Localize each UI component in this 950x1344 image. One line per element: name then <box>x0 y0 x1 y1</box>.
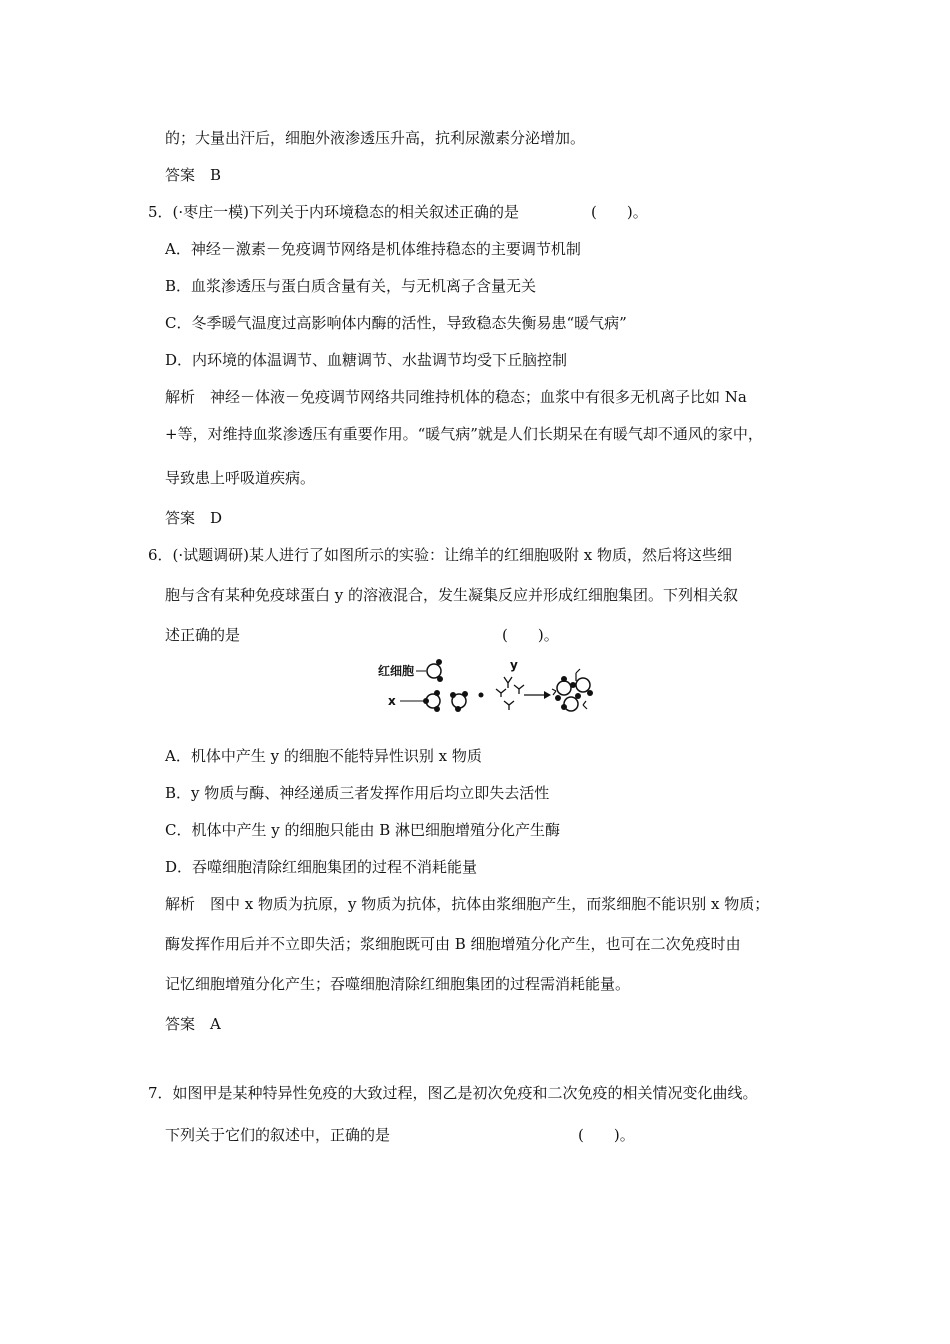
question-6-stem-line-2: 胞与含有某种免疫球蛋白 y 的溶液混合，发生凝集反应并形成红细胞集团。下列相关叙 <box>165 586 739 604</box>
label-y: y <box>510 658 518 672</box>
question-6-stem-line-1: 6．(·试题调研)某人进行了如图所示的实验：让绵羊的红细胞吸附 x 物质，然后将这些细 <box>148 546 733 564</box>
question-6-answer: 答案 A <box>165 1015 221 1033</box>
question-5-answer: 答案 D <box>165 509 223 527</box>
question-5-explanation-line-2: +等，对维持血浆渗透压有重要作用。“暖气病”就是人们长期呆在有暖气却不通风的家中， <box>165 425 763 443</box>
question-6-answer-bracket: ( )。 <box>502 626 559 644</box>
red-blood-cell-3 <box>450 691 468 712</box>
question-7-stem-line-2 <box>165 1125 635 1145</box>
question-7-answer-bracket: ( )。 <box>578 1126 635 1144</box>
question-5-text: 5．(·枣庄一模)下列关于内环境稳态的相关叙述正确的是 <box>148 203 520 221</box>
question-5-explanation-line-1: 解析 神经－体液－免疫调节网络共同维持机体的稳态；血浆中有很多无机离子比如 Na <box>165 388 747 406</box>
question-5-option-b: B．血浆渗透压与蛋白质含量有关，与无机离子含量无关 <box>165 277 537 295</box>
question-6-explanation-line-3: 记忆细胞增殖分化产生；吞噬细胞清除红细胞集团的过程需消耗能量。 <box>165 975 631 993</box>
question-6-option-b: B．y 物质与酶、神经递质三者发挥作用后均立即失去活性 <box>165 784 550 802</box>
label-x: x <box>388 694 396 708</box>
agglutination-figure <box>378 655 598 715</box>
question-6-explanation-line-2: 酶发挥作用后并不立即失活；浆细胞既可由 B 细胞增殖分化产生，也可在二次免疫时由 <box>165 935 741 953</box>
label-red-blood-cell: 红细胞 <box>378 664 415 678</box>
free-x-particle <box>479 693 484 698</box>
question-5-stem <box>148 202 648 222</box>
red-blood-cell-1 <box>427 659 443 682</box>
question-5-answer-bracket: ( )。 <box>591 203 648 221</box>
prev-explanation-tail: 的；大量出汗后，细胞外液渗透压升高，抗利尿激素分泌增加。 <box>165 129 586 147</box>
question-5-option-c: C．冬季暖气温度过高影响体内酶的活性，导致稳态失衡易患“暖气病” <box>165 314 627 332</box>
question-5-option-a: A．神经－激素－免疫调节网络是机体维持稳态的主要调节机制 <box>165 240 581 258</box>
question-6-option-a: A．机体中产生 y 的细胞不能特异性识别 x 物质 <box>165 747 482 765</box>
question-6-option-d: D．吞噬细胞清除红细胞集团的过程不消耗能量 <box>165 858 478 876</box>
agglutination-diagram <box>378 655 598 715</box>
red-blood-cell-cluster <box>552 669 593 711</box>
question-7-stem-text: 下列关于它们的叙述中，正确的是 <box>165 1126 391 1144</box>
question-6-stem-text: 述正确的是 <box>165 626 241 644</box>
question-5-option-d: D．内环境的体温调节、血糖调节、水盐调节均受下丘脑控制 <box>165 351 568 369</box>
question-6-stem-line-3 <box>165 625 559 645</box>
prev-answer: 答案 B <box>165 166 222 184</box>
question-5-explanation-line-3: 导致患上呼吸道疾病。 <box>165 469 316 487</box>
reaction-arrowhead <box>544 691 551 699</box>
question-6-explanation-line-1: 解析 图中 x 物质为抗原，y 物质为抗体，抗体由浆细胞产生，而浆细胞不能识别 x 物质； <box>165 895 770 913</box>
red-blood-cell-2 <box>423 690 440 712</box>
antibodies-y <box>496 677 524 710</box>
question-7-stem-line-1: 7．如图甲是某种特异性免疫的大致过程，图乙是初次免疫和二次免疫的相关情况变化曲线。 <box>148 1084 758 1102</box>
question-6-option-c: C．机体中产生 y 的细胞只能由 B 淋巴细胞增殖分化产生酶 <box>165 821 561 839</box>
